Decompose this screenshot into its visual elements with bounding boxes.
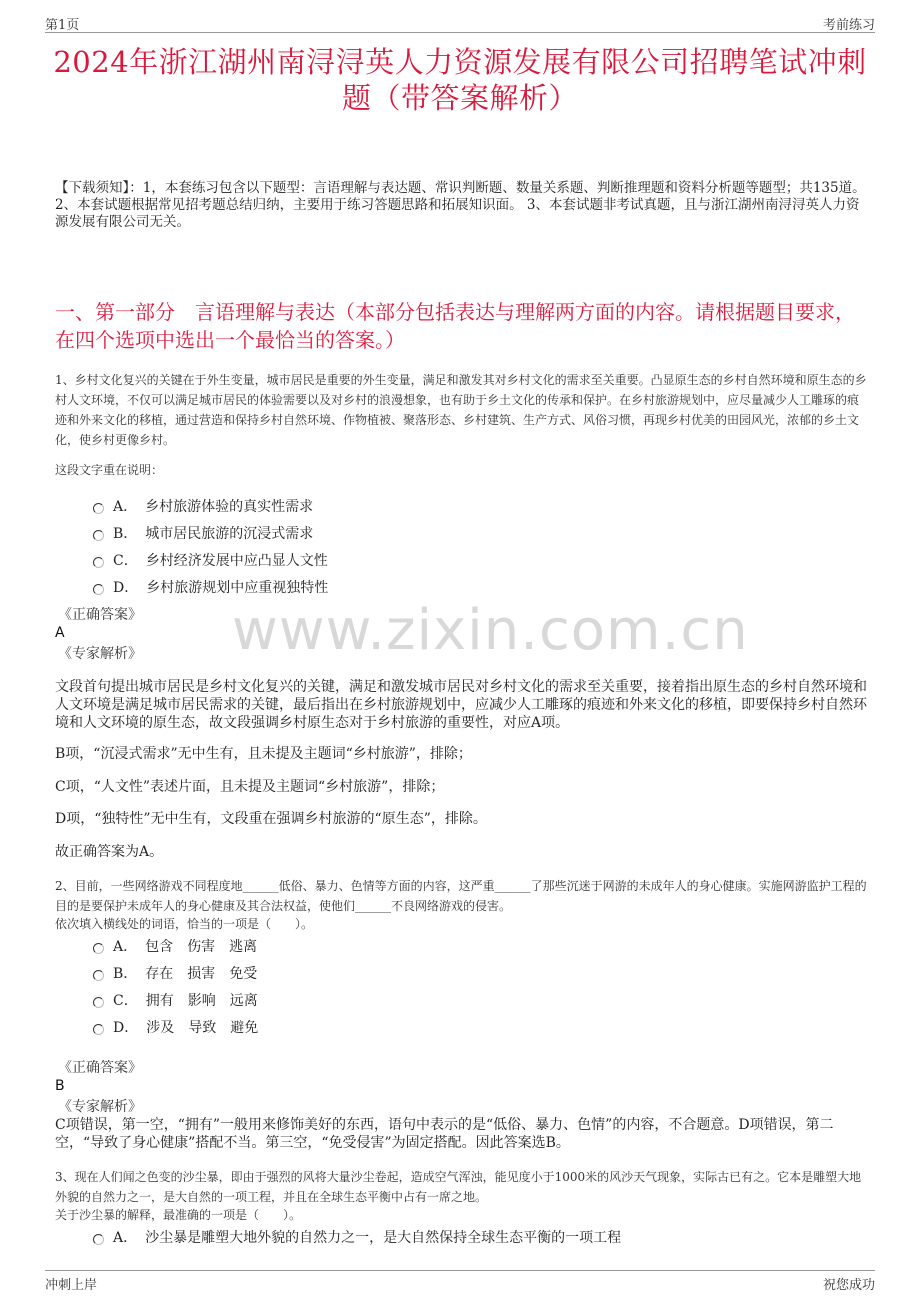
radio-icon[interactable]	[93, 943, 104, 954]
question-1-options	[93, 492, 860, 600]
question-2-prompt: 依次填入横线处的词语，恰当的一项是（ ）。	[55, 917, 314, 931]
radio-icon[interactable]	[93, 584, 104, 595]
watermark: www.zixin.com.cn	[232, 598, 749, 663]
analysis-paragraph: 文段首句提出城市居民是乡村文化复兴的关键，满足和激发城市居民对乡村文化的需求至关重要，接着指出原生态的乡村自然环境和人文环境是满足城市居民需求的关键，最后指出在乡村旅游规划中，应减少人工雕琢的痕迹和外来文化的移植，即要保持乡村自然环境和人文环境的原生态，故文段强调乡村原生态对于乡村旅游的重要性，对应A项。	[55, 679, 867, 731]
question-2-text: 2、目前，一些网络游戏不同程度地______低俗、暴力、色情等方面的内容，这严重______了那些沉迷于网游的未成年人的身心健康。实施网游监护工程的目的是要保护未成年人的身心健康及其合法权益，使他们______不良网络游戏的侵害。	[55, 879, 867, 913]
analysis-paragraph: D项，“独特性”无中生有，文段重在强调乡村旅游的“原生态”，排除。	[55, 811, 487, 827]
analysis-paragraph: 故正确答案为A。	[55, 844, 164, 860]
radio-icon[interactable]	[93, 1234, 104, 1245]
option-a[interactable]: A． 乡村旅游体验的真实性需求	[93, 492, 860, 519]
option-c[interactable]: C． 乡村经济发展中应凸显人文性	[93, 546, 860, 573]
analysis-label: 《专家解析》	[58, 646, 142, 662]
question-2-options	[93, 932, 860, 1040]
question-3-text: 3、现在人们闻之色变的沙尘暴，即由于强烈的风将大量沙尘卷起，造成空气浑浊，能见度小于1000米的风沙天气现象，实际古已有之。它本是雕塑大地外貌的自然力之一，是大自然的一项工程，并且在全球生态平衡中占有一席之地。	[55, 1170, 862, 1204]
question-1-text: 1、乡村文化复兴的关键在于外生变量，城市居民是重要的外生变量，满足和激发其对乡村文化的需求至关重要。凸显原生态的乡村自然环境和原生态的乡村人文环境，不仅可以满足城市居民的体验需要以及对乡村的浪漫想象，也有助于乡土文化的传承和保护。在乡村旅游规划中，应尽量减少人工雕琢的痕迹和外来文化的移植，通过营造和保持乡村自然环境、作物植被、聚落形态、乡村建筑、生产方式、风俗习惯，再现乡村优美的田园风光，浓郁的乡土文化，使乡村更像乡村。	[55, 373, 867, 447]
page-number: 第1页	[45, 18, 80, 33]
option-d[interactable]: D． 乡村旅游规划中应重视独特性	[93, 573, 860, 600]
page-footer	[45, 1270, 875, 1293]
answer-label: 《正确答案》	[58, 607, 142, 623]
radio-icon[interactable]	[93, 970, 104, 981]
download-notice: 【下载须知】：1，本套练习包含以下题型：言语理解与表达题、常识判断题、数量关系题、判断推理题和资料分析题等题型；共135道。 2、本套试题根据常见招考题总结归纳，主要用于练习答题思路和拓展知识面。 3、本套试题非考试真题，且与浙江湖州南浔浔英人力资源发展有限公司无关。	[55, 180, 866, 230]
question-3-prompt: 关于沙尘暴的解释，最准确的一项是（ ）。	[55, 1208, 302, 1222]
answer-value: B	[55, 1078, 65, 1094]
option-c[interactable]: C． 拥有 影响 远离	[93, 986, 860, 1013]
footer-right: 祝您成功	[822, 1278, 875, 1293]
option-b[interactable]: B． 存在 损害 免受	[93, 959, 860, 986]
option-d[interactable]: D． 涉及 导致 避免	[93, 1013, 860, 1040]
analysis-label: 《专家解析》	[58, 1099, 142, 1115]
radio-icon[interactable]	[93, 997, 104, 1008]
option-a[interactable]: A． 包含 伤害 逃离	[93, 932, 860, 959]
footer-left: 冲刺上岸	[45, 1278, 98, 1293]
question-1-prompt: 这段文字重在说明：	[55, 463, 164, 477]
analysis-paragraph: C项，“人文性”表述片面，且未提及主题词“乡村旅游”，排除；	[55, 779, 445, 795]
page-header	[45, 10, 875, 33]
question-3-options	[93, 1223, 860, 1250]
section-heading: 一、第一部分 言语理解与表达（本部分包括表达与理解两方面的内容。请根据题目要求，在四个选项中选出一个最恰当的答案。）	[55, 300, 855, 352]
analysis-paragraph: C项错误，第一空，“拥有”一般用来修饰美好的东西，语句中表示的是“低俗、暴力、色情”的内容，不合题意。D项错误，第二空，“导致了身心健康”搭配不当。第三空，“免受侵害”为固定搭配。因此答案选B。	[55, 1117, 834, 1151]
answer-value: A	[55, 625, 65, 641]
option-a[interactable]: A． 沙尘暴是雕塑大地外貌的自然力之一，是大自然保持全球生态平衡的一项工程	[93, 1223, 860, 1250]
radio-icon[interactable]	[93, 530, 104, 541]
radio-icon[interactable]	[93, 1024, 104, 1035]
document-title: 2024年浙江湖州南浔浔英人力资源发展有限公司招聘笔试冲刺题（带答案解析）	[53, 45, 867, 115]
radio-icon[interactable]	[93, 557, 104, 568]
analysis-paragraph: B项，“沉浸式需求”无中生有，且未提及主题词“乡村旅游”，排除；	[55, 746, 472, 762]
option-b[interactable]: B． 城市居民旅游的沉浸式需求	[93, 519, 860, 546]
radio-icon[interactable]	[93, 503, 104, 514]
answer-label: 《正确答案》	[58, 1060, 142, 1076]
header-tag: 考前练习	[822, 18, 875, 33]
